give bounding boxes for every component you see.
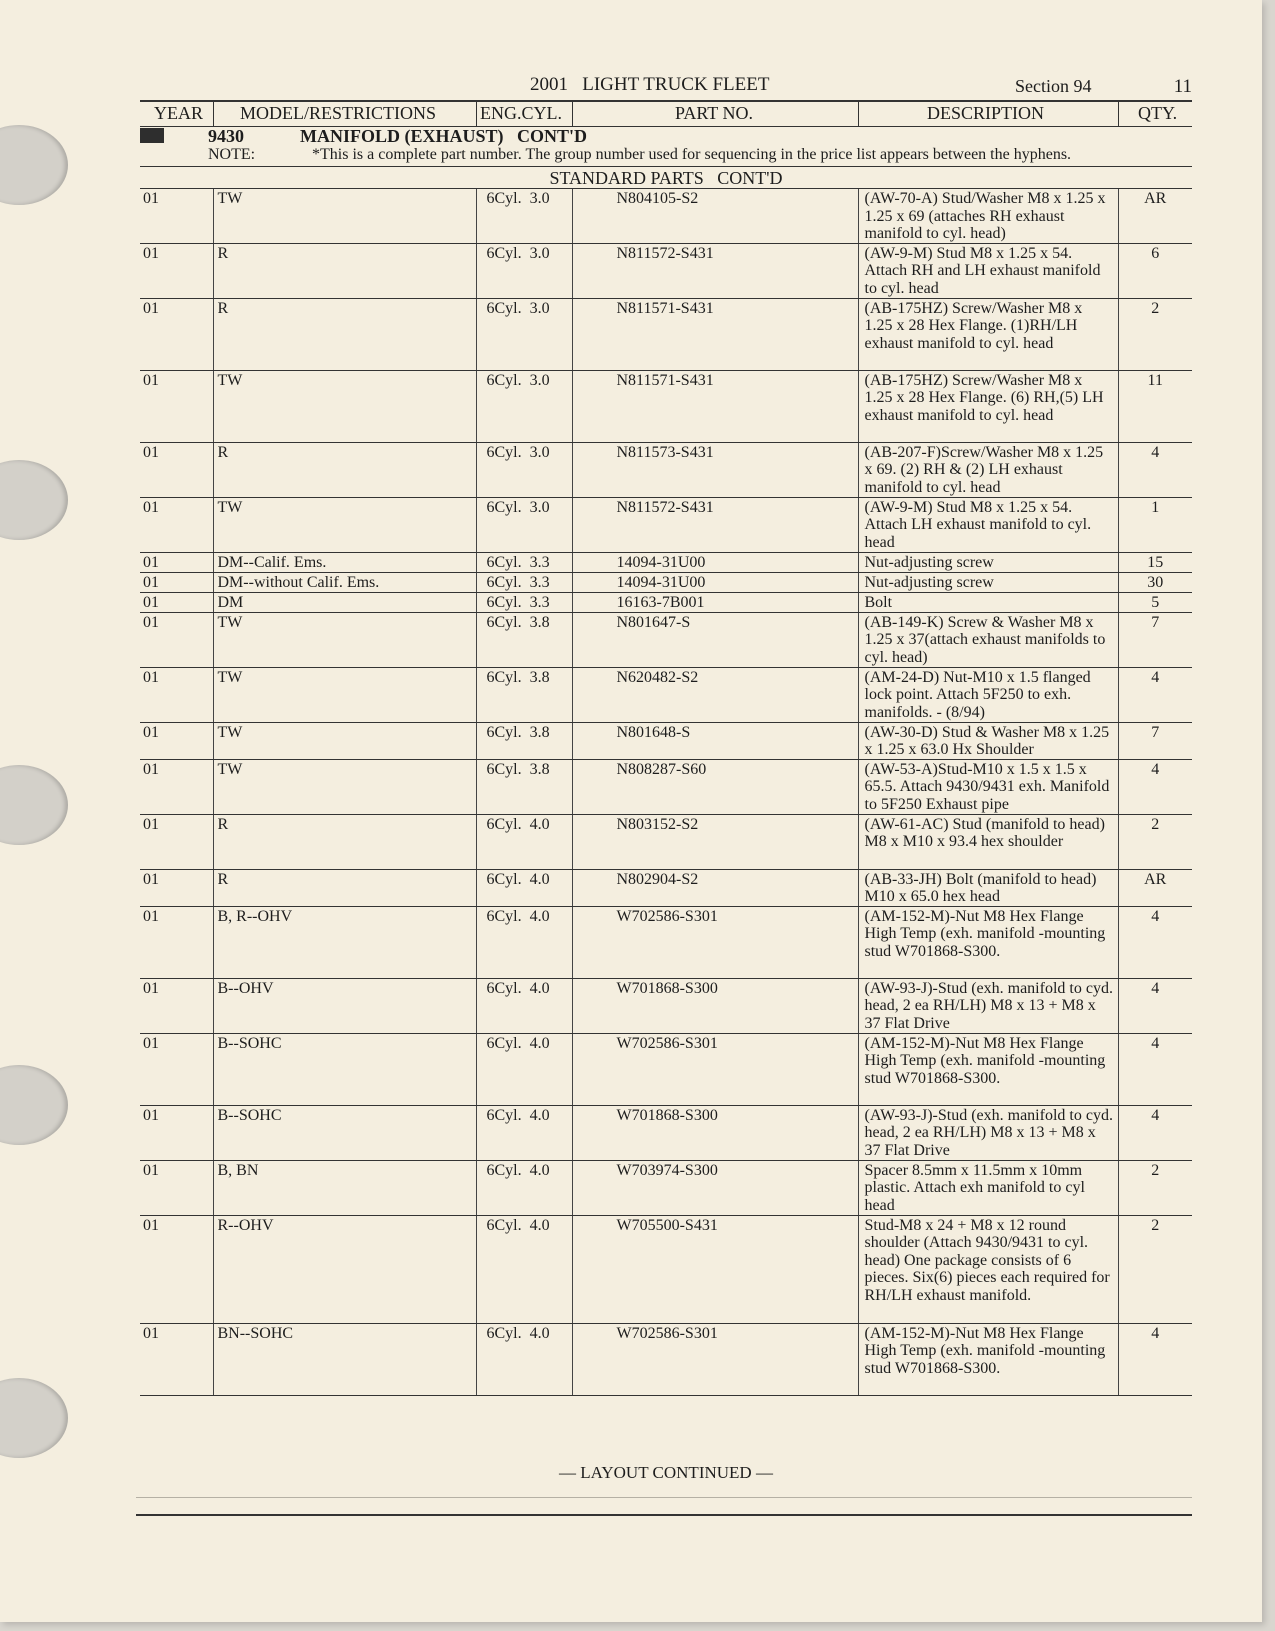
page-header <box>140 74 1192 98</box>
row-year: 01 <box>140 1105 213 1160</box>
row-part-number: N803152-S2 <box>572 814 858 869</box>
row-part-number: N811573-S431 <box>572 442 858 497</box>
row-description: (AM-152-M)-Nut M8 Hex Flange High Temp (exh. manifold -mounting stud W701868-S300. <box>858 906 1118 978</box>
row-year: 01 <box>140 978 213 1033</box>
row-eng-cyl: 6Cyl. 3.8 <box>476 722 572 759</box>
binder-hole <box>0 765 68 845</box>
row-qty: 7 <box>1118 612 1192 667</box>
row-model: DM <box>213 592 476 612</box>
row-model: DM--without Calif. Ems. <box>213 572 476 592</box>
row-year: 01 <box>140 612 213 667</box>
catalog-title: 2001 LIGHT TRUCK FLEET <box>530 74 770 95</box>
row-model: TW <box>213 722 476 759</box>
row-part-number: W701868-S300 <box>572 1105 858 1160</box>
row-year: 01 <box>140 1323 213 1395</box>
binder-hole <box>0 460 68 540</box>
row-qty: 15 <box>1118 552 1192 572</box>
row-description: (AM-24-D) Nut-M10 x 1.5 flanged lock point. Attach 5F250 to exh. manifolds. - (8/94) <box>858 667 1118 722</box>
row-eng-cyl: 6Cyl. 3.3 <box>476 552 572 572</box>
row-model: R <box>213 814 476 869</box>
row-description: Bolt <box>858 592 1118 612</box>
row-part-number: W701868-S300 <box>572 978 858 1033</box>
table-row <box>140 814 1192 869</box>
col-description: DESCRIPTION <box>927 103 1045 123</box>
row-year: 01 <box>140 552 213 572</box>
group-marker <box>140 128 164 143</box>
row-eng-cyl: 6Cyl. 3.0 <box>476 243 572 298</box>
row-model: R <box>213 243 476 298</box>
row-description: (AW-9-M) Stud M8 x 1.25 x 54. Attach RH and LH exhaust manifold to cyl. head <box>858 243 1118 298</box>
row-part-number: W702586-S301 <box>572 906 858 978</box>
row-model: B, R--OHV <box>213 906 476 978</box>
row-eng-cyl: 6Cyl. 4.0 <box>476 814 572 869</box>
table-row <box>140 869 1192 906</box>
layout-continued: — LAYOUT CONTINUED — <box>559 1463 773 1482</box>
row-qty: 4 <box>1118 667 1192 722</box>
table-row <box>140 667 1192 722</box>
row-qty: 7 <box>1118 722 1192 759</box>
table-row <box>140 759 1192 814</box>
row-qty: 4 <box>1118 442 1192 497</box>
row-year: 01 <box>140 442 213 497</box>
row-eng-cyl: 6Cyl. 4.0 <box>476 1033 572 1105</box>
row-qty: 4 <box>1118 906 1192 978</box>
note-label: NOTE: <box>208 146 256 163</box>
row-description: (AB-149-K) Screw & Washer M8 x 1.25 x 37(attach exhaust manifolds to cyl. head) <box>858 612 1118 667</box>
row-part-number: N808287-S60 <box>572 759 858 814</box>
parts-table <box>140 189 1192 1396</box>
row-description: (AM-152-M)-Nut M8 Hex Flange High Temp (exh. manifold -mounting stud W701868-S300. <box>858 1323 1118 1395</box>
row-description: (AW-53-A)Stud-M10 x 1.5 x 1.5 x 65.5. Attach 9430/9431 exh. Manifold to 5F250 Exhaust pipe <box>858 759 1118 814</box>
row-model: B--OHV <box>213 978 476 1033</box>
row-eng-cyl: 6Cyl. 4.0 <box>476 1323 572 1395</box>
row-model: TW <box>213 759 476 814</box>
row-eng-cyl: 6Cyl. 3.0 <box>476 298 572 370</box>
row-qty: 4 <box>1118 1323 1192 1395</box>
row-part-number: N804105-S2 <box>572 189 858 243</box>
row-model: TW <box>213 189 476 243</box>
table-row <box>140 298 1192 370</box>
row-eng-cyl: 6Cyl. 3.8 <box>476 759 572 814</box>
row-year: 01 <box>140 497 213 552</box>
row-part-number: N802904-S2 <box>572 869 858 906</box>
table-row <box>140 1033 1192 1105</box>
table-row <box>140 1105 1192 1160</box>
binder-hole <box>0 1378 68 1458</box>
row-year: 01 <box>140 667 213 722</box>
table-row <box>140 906 1192 978</box>
row-eng-cyl: 6Cyl. 4.0 <box>476 1215 572 1323</box>
row-year: 01 <box>140 189 213 243</box>
row-eng-cyl: 6Cyl. 4.0 <box>476 869 572 906</box>
row-qty: 11 <box>1118 370 1192 442</box>
row-year: 01 <box>140 869 213 906</box>
note-line <box>140 146 1192 167</box>
row-qty: 1 <box>1118 497 1192 552</box>
row-part-number: W702586-S301 <box>572 1323 858 1395</box>
row-description: (AB-175HZ) Screw/Washer M8 x 1.25 x 28 Hex Flange. (6) RH,(5) LH exhaust manifold to cyl. head <box>858 370 1118 442</box>
table-row <box>140 978 1192 1033</box>
row-part-number: W702586-S301 <box>572 1033 858 1105</box>
table-row <box>140 592 1192 612</box>
row-part-number: N801647-S <box>572 612 858 667</box>
row-eng-cyl: 6Cyl. 3.0 <box>476 370 572 442</box>
table-row <box>140 1323 1192 1395</box>
row-qty: 5 <box>1118 592 1192 612</box>
group-heading <box>140 126 1192 146</box>
section-label: Section 94 <box>1015 76 1092 96</box>
row-year: 01 <box>140 298 213 370</box>
row-year: 01 <box>140 370 213 442</box>
row-eng-cyl: 6Cyl. 3.3 <box>476 592 572 612</box>
row-model: TW <box>213 370 476 442</box>
row-eng-cyl: 6Cyl. 3.0 <box>476 189 572 243</box>
row-year: 01 <box>140 759 213 814</box>
row-model: R <box>213 869 476 906</box>
row-eng-cyl: 6Cyl. 4.0 <box>476 1160 572 1215</box>
row-model: TW <box>213 612 476 667</box>
binder-hole <box>0 1065 68 1145</box>
divider <box>136 1497 1192 1498</box>
col-qty: QTY. <box>1138 103 1178 123</box>
row-part-number: 14094-31U00 <box>572 552 858 572</box>
row-model: BN--SOHC <box>213 1323 476 1395</box>
divider <box>136 1514 1192 1516</box>
row-description: (AB-207-F)Screw/Washer M8 x 1.25 x 69. (2) RH & (2) LH exhaust manifold to cyl. head <box>858 442 1118 497</box>
row-part-number: W703974-S300 <box>572 1160 858 1215</box>
row-qty: AR <box>1118 869 1192 906</box>
row-eng-cyl: 6Cyl. 3.3 <box>476 572 572 592</box>
row-part-number: N811572-S431 <box>572 497 858 552</box>
table-row <box>140 243 1192 298</box>
row-qty: 2 <box>1118 814 1192 869</box>
row-description: (AW-30-D) Stud & Washer M8 x 1.25 x 1.25 x 63.0 Hx Shoulder <box>858 722 1118 759</box>
row-year: 01 <box>140 906 213 978</box>
standard-parts-heading: STANDARD PARTS CONT'D <box>140 168 1192 189</box>
row-eng-cyl: 6Cyl. 4.0 <box>476 1105 572 1160</box>
row-year: 01 <box>140 572 213 592</box>
row-part-number: N801648-S <box>572 722 858 759</box>
table-row <box>140 572 1192 592</box>
row-year: 01 <box>140 722 213 759</box>
col-eng: ENG.CYL. <box>480 103 562 123</box>
row-year: 01 <box>140 1033 213 1105</box>
row-description: (AW-61-AC) Stud (manifold to head) M8 x M10 x 93.4 hex shoulder <box>858 814 1118 869</box>
row-part-number: N811571-S431 <box>572 298 858 370</box>
row-part-number: W705500-S431 <box>572 1215 858 1323</box>
row-qty: 2 <box>1118 1160 1192 1215</box>
row-eng-cyl: 6Cyl. 3.8 <box>476 667 572 722</box>
row-model: TW <box>213 497 476 552</box>
row-qty: 6 <box>1118 243 1192 298</box>
page-number: 11 <box>1173 76 1192 97</box>
group-number: 9430 <box>208 126 244 146</box>
row-description: (AM-152-M)-Nut M8 Hex Flange High Temp (exh. manifold -mounting stud W701868-S300. <box>858 1033 1118 1105</box>
row-model: B, BN <box>213 1160 476 1215</box>
table-row <box>140 722 1192 759</box>
row-qty: AR <box>1118 189 1192 243</box>
row-year: 01 <box>140 592 213 612</box>
row-qty: 4 <box>1118 1105 1192 1160</box>
row-description: (AW-70-A) Stud/Washer M8 x 1.25 x 1.25 x 69 (attaches RH exhaust manifold to cyl. head) <box>858 189 1118 243</box>
col-part: PART NO. <box>675 103 753 123</box>
table-row <box>140 370 1192 442</box>
row-eng-cyl: 6Cyl. 3.0 <box>476 497 572 552</box>
row-year: 01 <box>140 1160 213 1215</box>
row-description: Spacer 8.5mm x 11.5mm x 10mm plastic. Attach exh manifold to cyl head <box>858 1160 1118 1215</box>
row-description: (AW-93-J)-Stud (exh. manifold to cyd. head, 2 ea RH/LH) M8 x 13 + M8 x 37 Flat Drive <box>858 1105 1118 1160</box>
table-row <box>140 612 1192 667</box>
col-year: YEAR <box>154 103 203 123</box>
table-row <box>140 552 1192 572</box>
row-model: B--SOHC <box>213 1105 476 1160</box>
row-qty: 2 <box>1118 298 1192 370</box>
binder-hole <box>0 125 68 205</box>
row-model: R <box>213 298 476 370</box>
table-row <box>140 497 1192 552</box>
row-part-number: 16163-7B001 <box>572 592 858 612</box>
row-part-number: N811572-S431 <box>572 243 858 298</box>
row-year: 01 <box>140 814 213 869</box>
row-model: B--SOHC <box>213 1033 476 1105</box>
table-row <box>140 1160 1192 1215</box>
row-description: Nut-adjusting screw <box>858 572 1118 592</box>
row-qty: 4 <box>1118 759 1192 814</box>
row-description: (AB-33-JH) Bolt (manifold to head) M10 x 65.0 hex head <box>858 869 1118 906</box>
row-qty: 4 <box>1118 978 1192 1033</box>
row-model: R--OHV <box>213 1215 476 1323</box>
table-row <box>140 189 1192 243</box>
row-part-number: N811571-S431 <box>572 370 858 442</box>
row-model: R <box>213 442 476 497</box>
row-qty: 4 <box>1118 1033 1192 1105</box>
table-row <box>140 442 1192 497</box>
row-model: DM--Calif. Ems. <box>213 552 476 572</box>
row-eng-cyl: 6Cyl. 3.8 <box>476 612 572 667</box>
row-description: Nut-adjusting screw <box>858 552 1118 572</box>
row-model: TW <box>213 667 476 722</box>
row-eng-cyl: 6Cyl. 4.0 <box>476 906 572 978</box>
row-part-number: N620482-S2 <box>572 667 858 722</box>
table-row <box>140 1215 1192 1323</box>
row-year: 01 <box>140 1215 213 1323</box>
note-text: *This is a complete part number. The group number used for sequencing in the price list appears between the hyphens. <box>312 146 1072 163</box>
col-model: MODEL/RESTRICTIONS <box>240 103 437 123</box>
group-name: MANIFOLD (EXHAUST) CONT'D <box>300 126 588 146</box>
row-description: (AW-9-M) Stud M8 x 1.25 x 54. Attach LH exhaust manifold to cyl. head <box>858 497 1118 552</box>
row-eng-cyl: 6Cyl. 4.0 <box>476 978 572 1033</box>
row-description: (AW-93-J)-Stud (exh. manifold to cyd. head, 2 ea RH/LH) M8 x 13 + M8 x 37 Flat Drive <box>858 978 1118 1033</box>
column-headers <box>140 100 1192 127</box>
row-description: (AB-175HZ) Screw/Washer M8 x 1.25 x 28 Hex Flange. (1)RH/LH exhaust manifold to cyl. head <box>858 298 1118 370</box>
row-qty: 2 <box>1118 1215 1192 1323</box>
row-part-number: 14094-31U00 <box>572 572 858 592</box>
row-description: Stud-M8 x 24 + M8 x 12 round shoulder (Attach 9430/9431 to cyl. head) One package consists of 6 pieces. Six(6) pieces each required for RH/LH exhaust manifold. <box>858 1215 1118 1323</box>
row-qty: 30 <box>1118 572 1192 592</box>
row-eng-cyl: 6Cyl. 3.0 <box>476 442 572 497</box>
row-year: 01 <box>140 243 213 298</box>
